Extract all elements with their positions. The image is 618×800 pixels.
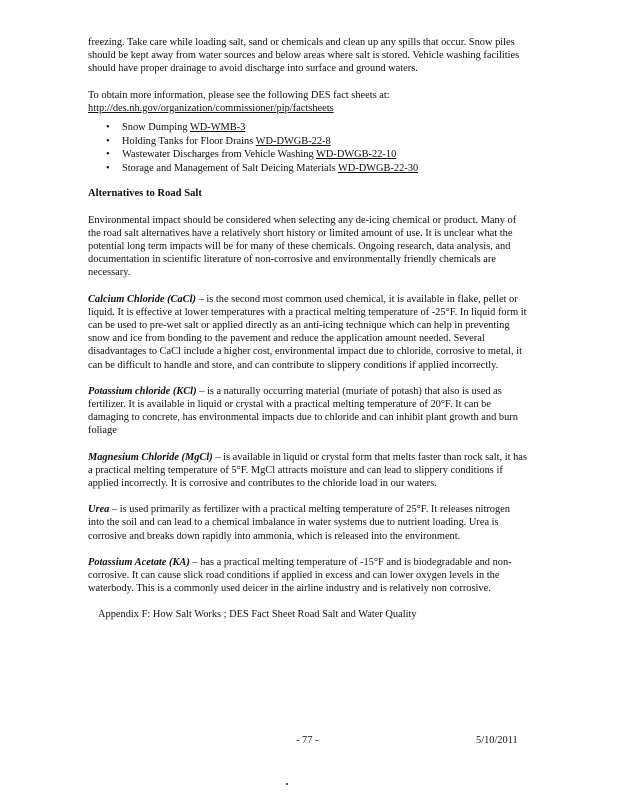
fact-sheet-ref[interactable]: WD-DWGB-22-30 xyxy=(337,162,419,174)
chemical-description: – is the second most common used chemical, it is available in flake, pellet or liquid. It is effective at lower temperatures with a practical melting temperature of -25°F. In liquid form it can be used to pre-wet salt or applied directly as an anti-icing technique which can help in preventing snow and ice from bonding to the pavement and reduce the application amount needed. Several disadvantages to CaCl include a higher cost, environmental impact due to chloride, corrosive to metal, it can be difficult to handle and store, and can contribute to slippery conditions if applied incorrectly. xyxy=(88,293,527,371)
chemical-name: Potassium chloride (KCl) xyxy=(88,385,197,397)
chemical-paragraph-calcium-chloride xyxy=(88,293,528,372)
chemical-description: – has a practical melting temperature of -15°F and is biodegradable and non-corrosive. It can cause slick road conditions if applied in excess and can lower oxygen levels in the waterbody. This is a commonly used deicer in the airline industry and is relatively non corrosive. xyxy=(88,556,512,595)
chemical-paragraph-potassium-chloride xyxy=(88,385,528,438)
list-item xyxy=(106,135,528,149)
list-item xyxy=(106,162,528,176)
chemical-name: Calcium Chloride (CaCl) xyxy=(88,293,196,305)
fact-sheet-ref[interactable]: WD-WMB-3 xyxy=(189,122,246,134)
more-info-paragraph xyxy=(88,89,528,115)
page-number: - 77 - xyxy=(296,735,319,746)
chemical-paragraph-magnesium-chloride xyxy=(88,451,528,491)
fact-sheet-title: Wastewater Discharges from Vehicle Washing xyxy=(122,149,317,161)
bullet-icon: • xyxy=(106,135,110,147)
list-item xyxy=(106,148,528,162)
bullet-icon: • xyxy=(106,162,110,174)
fact-sheet-ref[interactable]: WD-DWGB-22-8 xyxy=(255,135,331,147)
chemical-description: – is used primarily as fertilizer with a practical melting temperature of 25°F. It releases nitrogen into the soil and can lead to a chemical imbalance in water systems due to nutrient loading. Urea is corrosive and breaks down rapidly into ammonia, which is released into the environment. xyxy=(88,504,510,542)
footer-date: 5/10/2011 xyxy=(476,735,518,746)
chemical-name: Urea xyxy=(88,504,110,516)
chemical-description: – is a naturally occurring material (muriate of potash) that also is used as fertilizer. It is available in liquid or crystal with a practical melting temperature of 20°F. It can be damaging to concrete, has environmental impacts due to chloride and can inhibit plant growth and burn foliage xyxy=(88,385,518,437)
fact-sheet-ref[interactable]: WD-DWGB-22-10 xyxy=(316,149,397,161)
intro-paragraph: freezing. Take care while loading salt, sand or chemicals and clean up any spills that occur. Snow piles should be kept away from water sources and below areas where salt is stored. Vehicle washing facilities should have proper drainage to avoid discharge into surface and ground waters. xyxy=(88,37,520,75)
chemical-paragraph-urea xyxy=(88,503,528,543)
scan-speck xyxy=(286,783,288,785)
chemical-name: Magnesium Chloride (MgCl) xyxy=(88,451,213,463)
more-info-text: To obtain more information, please see the following DES fact sheets at: xyxy=(88,89,390,101)
page-body xyxy=(88,36,528,622)
bullet-icon: • xyxy=(106,122,110,134)
chemical-description: – is available in liquid or crystal form that melts faster than rock salt, it has a practical melting temperature of 5°F. MgCl attracts moisture and can lead to slippery conditions if applied incorrectly. It is corrosive and contributes to the chloride load in our waters. xyxy=(88,451,527,490)
bullet-icon: • xyxy=(106,149,110,161)
alternatives-intro: Environmental impact should be considered when selecting any de-icing chemical or product. Many of the road salt alternatives have a relatively short history or limited amount of use. It is unclear what the potential long term impacts will be for many of these chemicals. Ongoing research, data analysis, and documentation in scientific literature of non-corrosive and environmentally friendly chemicals are necessary. xyxy=(88,214,517,279)
fact-sheet-title: Storage and Management of Salt Deicing Materials xyxy=(122,162,338,174)
fact-sheet-title: Holding Tanks for Floor Drains xyxy=(122,135,256,147)
fact-sheet-title: Snow Dumping xyxy=(122,122,190,134)
appendix-reference: Appendix F: How Salt Works ; DES Fact Sheet Road Salt and Water Quality xyxy=(98,609,417,621)
list-item xyxy=(106,121,528,135)
chemical-paragraph-potassium-acetate xyxy=(88,556,528,596)
fact-sheet-list xyxy=(88,121,528,175)
alternatives-heading: Alternatives to Road Salt xyxy=(88,188,202,200)
chemical-name: Potassium Acetate (KA) xyxy=(88,556,190,568)
fact-sheets-url[interactable]: http://des.nh.gov/organization/commissioner/pip/factsheets xyxy=(88,102,334,114)
